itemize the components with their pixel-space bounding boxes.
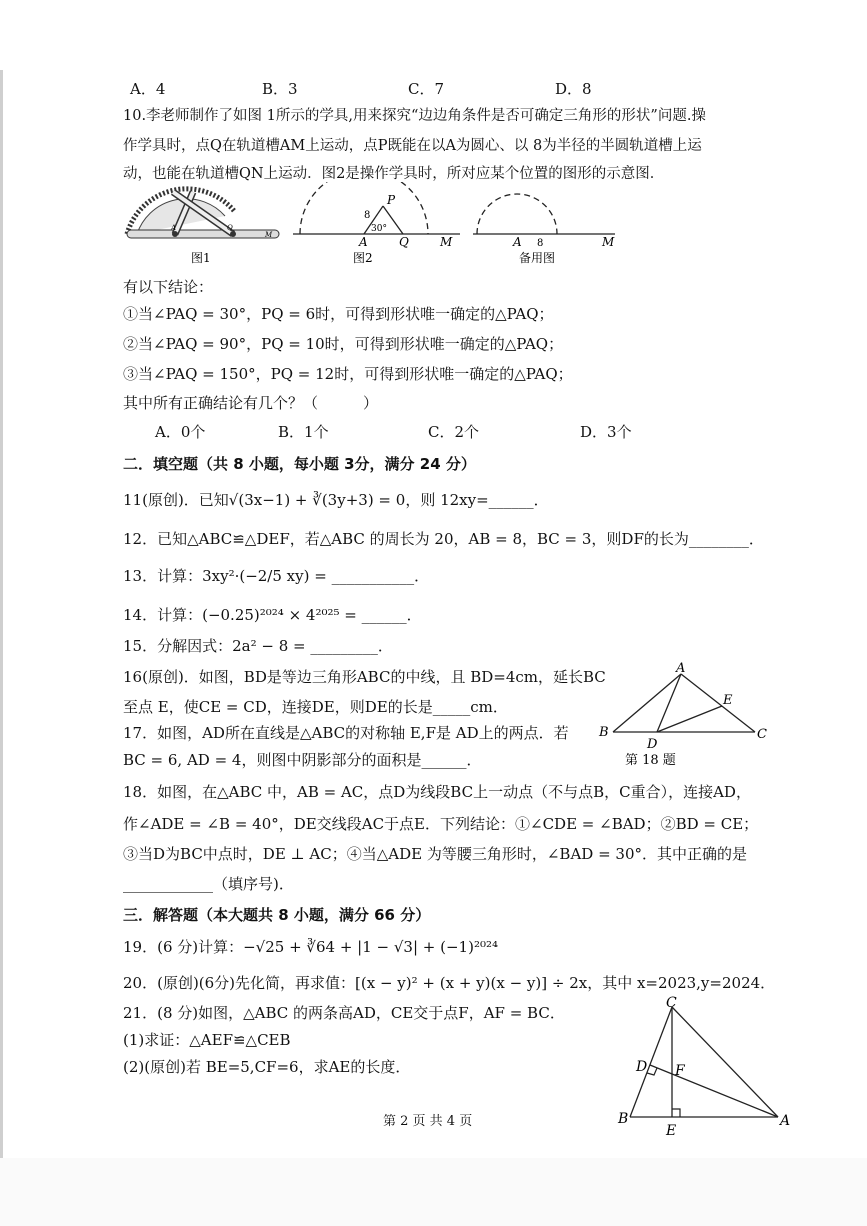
q14-text: 14．计算：(−0.25)²⁰²⁴ × 4²⁰²⁵ = ______． (123, 606, 422, 624)
fig2-side-8: 8 (364, 210, 371, 221)
fig1-caption: 图1 (191, 251, 211, 265)
page-edge-shadow (0, 70, 3, 1160)
q10-option-a: A．0个 (155, 423, 206, 441)
fig3-caption: 备用图 (519, 251, 556, 265)
q18-line-4: ____________（填序号)． (123, 875, 294, 893)
fig21-label-f: F (675, 1063, 685, 1079)
page-bottom-margin (0, 1158, 867, 1226)
q18-line-3: ③当D为BC中点时，DE ⊥ AC；④当△ADE 为等腰三角形时，∠BAD = 30°．其中正确的是 (123, 845, 747, 863)
q17-line-1: 17．如图，AD所在直线是△ABC的对称轴 E,F是 AD上的两点．若 (123, 724, 569, 742)
fig18-label-b: B (599, 725, 609, 740)
fig21-label-d: D (636, 1059, 648, 1075)
q10-statement-2: ②当∠PAQ = 90°，PQ = 10时，可得到形状唯一确定的△PAQ； (123, 335, 564, 353)
q18-line-2: 作∠ADE = ∠B = 40°，DE交线段AC于点E．下列结论：①∠CDE = ∠BAD；②BD = CE； (123, 815, 759, 833)
figure-21 (610, 995, 800, 1140)
page-footer: 第 2 页 共 4 页 (383, 1114, 473, 1129)
q21-line-3: (2)(原创)若 BE=5,CF=6，求AE的长度． (123, 1058, 411, 1076)
figure-18 (595, 656, 775, 770)
q21-line-1: 21．(8 分)如图，△ABC 的两条高AD，CE交于点F，AF = BC． (123, 1004, 565, 1022)
q18-line-1: 18．如图，在△ABC 中，AB = AC，点D为线段BC上一动点（不与点B，C重合），连接AD， (123, 783, 751, 801)
fig21-label-b: B (618, 1111, 629, 1127)
q9-option-d: D．8 (555, 80, 592, 98)
q10-question: 其中所有正确结论有几个？（ ） (123, 394, 379, 412)
q17-line-2: BC = 6, AD = 4，则图中阴影部分的面积是______． (123, 751, 482, 769)
fig2-angle: 30° (371, 224, 387, 234)
q11-text: 11(原创)．已知√(3x−1) + ∛(3y+3) = 0，则 12xy=______． (123, 491, 549, 509)
fig1-label-m: M (265, 231, 273, 239)
fig18-label-e: E (723, 693, 733, 708)
q10-intro: 有以下结论： (123, 278, 214, 296)
q21-line-2: (1)求证：△AEF≌△CEB (123, 1031, 291, 1049)
fig2-label-p: P (387, 193, 396, 207)
q10-line-1: 10.李老师制作了如图 1所示的学具,用来探究“边边角条件是否可确定三角形的形状”问题.操 (123, 108, 706, 124)
figure-backup (473, 194, 615, 265)
q13-text: 13．计算：3xy²·(−2/5 xy) = ___________． (123, 567, 430, 585)
q10-line-3: 动，也能在轨道槽QN上运动．图2是操作学具时，所对应某个位置的图形的示意图． (123, 166, 665, 182)
q15-text: 15．分解因式：2a² − 8 = _________． (123, 637, 393, 655)
q10-statement-1: ①当∠PAQ = 30°，PQ = 6时，可得到形状唯一确定的△PAQ； (123, 305, 554, 323)
section-3-title: 三．解答题（本大题共 8 小题，满分 66 分） (123, 906, 431, 924)
fig2-label-m: M (440, 235, 453, 249)
q10-statement-3: ③当∠PAQ = 150°，PQ = 12时，可得到形状唯一确定的△PAQ； (123, 365, 573, 383)
fig18-label-d: D (647, 737, 658, 752)
q12-text: 12．已知△ABC≌△DEF，若△ABC 的周长为 20，AB = 8，BC = 3，则DF的长为________． (123, 530, 764, 548)
q19-text: 19．(6 分)计算：−√25 + ∛64 + |1 − √3| + (−1)²⁰²⁴ (123, 938, 499, 956)
fig18-label-a: A (676, 661, 686, 676)
q16-line-2: 至点 E，使CE = CD，连接DE，则DE的长是_____cm． (123, 698, 508, 716)
q10-option-c: C．2个 (428, 423, 480, 441)
fig21-label-c: C (666, 995, 677, 1011)
fig18-caption: 第 18 题 (625, 753, 676, 768)
q20-text: 20．(原创)(6分)先化简，再求值：[(x − y)² + (x + y)(x − y)] ÷ 2x，其中 x=2023,y=2024． (123, 974, 776, 992)
figure-2 (293, 182, 460, 265)
fig1-label-q: Q (227, 224, 233, 232)
q9-option-b: B．3 (262, 80, 298, 98)
q9-option-a: A．4 (130, 80, 166, 98)
fig2-label-q: Q (399, 235, 409, 249)
fig3-side-8: 8 (537, 238, 544, 249)
section-2-title: 二．填空题（共 8 小题，每小题 3分，满分 24 分） (123, 455, 476, 473)
q10-figures (115, 182, 635, 270)
q9-option-c: C．7 (408, 80, 445, 98)
fig3-label-m: M (602, 235, 615, 249)
fig21-label-e: E (666, 1123, 677, 1139)
fig18-label-c: C (757, 727, 767, 742)
fig2-caption: 图2 (353, 251, 373, 265)
figure-1-tool (127, 189, 279, 265)
q16-line-1: 16(原创)．如图，BD是等边三角形ABC的中线，且 BD=4cm，延长BC (123, 668, 606, 686)
q10-option-d: D．3个 (580, 423, 632, 441)
q10-line-2: 作学具时，点Q在轨道槽AM上运动，点P既能在以A为圆心、以 8为半径的半圆轨道槽上运 (123, 138, 702, 154)
q10-option-b: B．1个 (278, 423, 329, 441)
fig21-label-a: A (780, 1113, 791, 1129)
fig2-label-a: A (359, 235, 368, 249)
fig1-label-a: A (171, 224, 177, 232)
fig3-label-a: A (513, 235, 522, 249)
